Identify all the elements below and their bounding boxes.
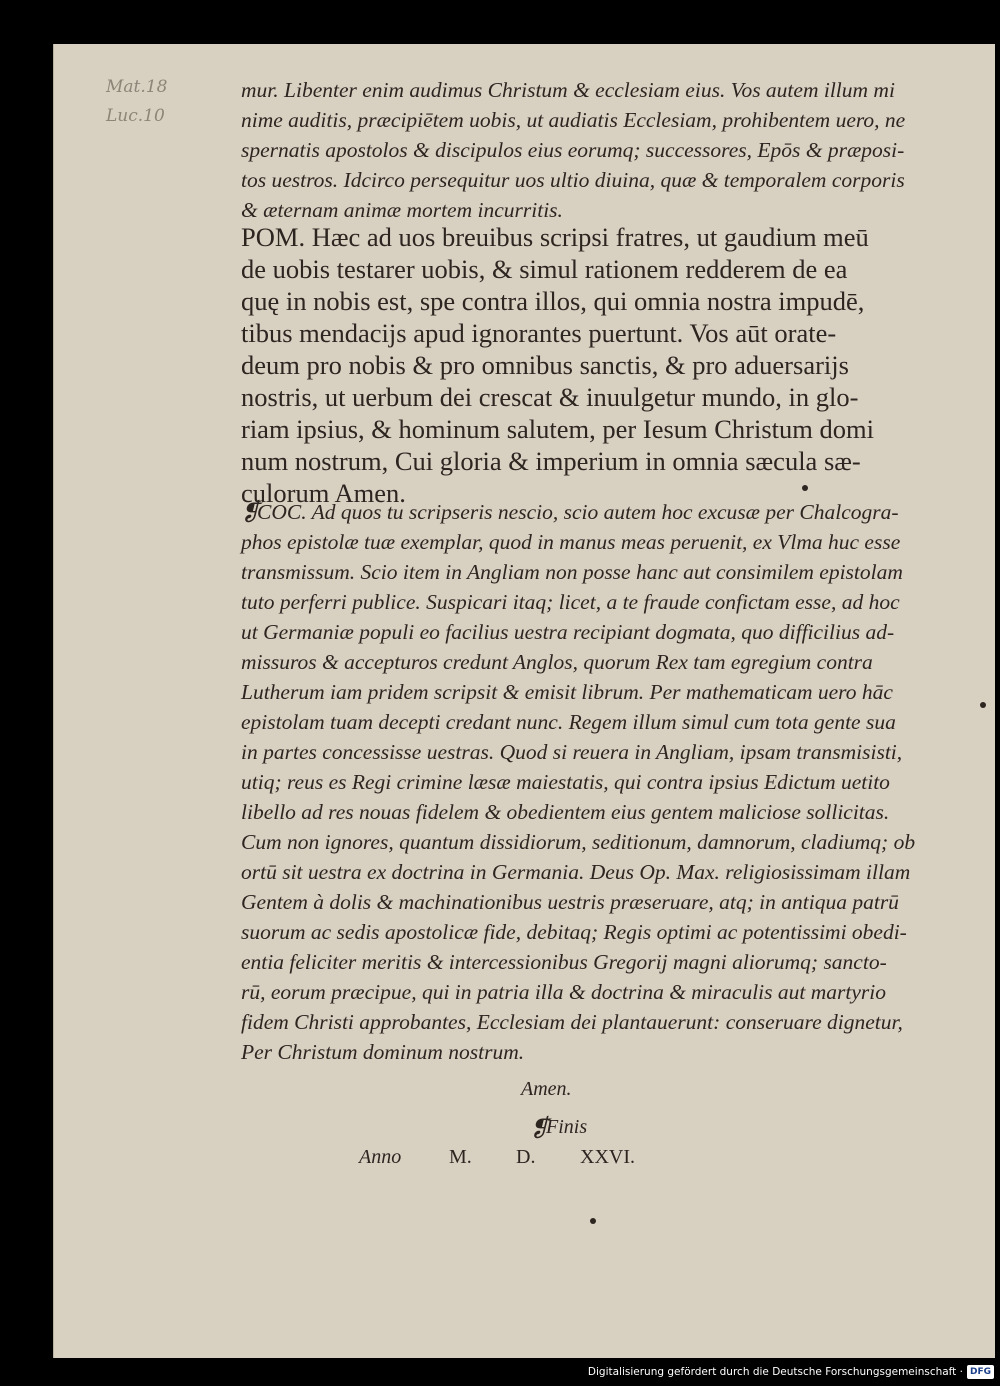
book-page bbox=[53, 44, 995, 1358]
roman-line: de uobis testarer uobis, & simul rationem redderem de ea bbox=[241, 254, 848, 284]
finis-line: Finis bbox=[546, 1116, 588, 1138]
italic-line: tuto perferri publice. Suspicari itaq; licet, a te fraude confictam esse, ad hoc bbox=[241, 590, 900, 614]
roman-line: quę in nobis est, spe contra illos, qui omnia nostra impudē, bbox=[241, 286, 865, 316]
italic-line: ortū sit uestra ex doctrina in Germania. Deus Op. Max. religiosissimam illam bbox=[241, 860, 911, 884]
italic-line: Cum non ignores, quantum dissidiorum, seditionum, damnorum, cladiumq; ob bbox=[241, 830, 916, 854]
dfg-logo: DFG bbox=[967, 1365, 994, 1379]
colophon-m: M. bbox=[449, 1146, 472, 1168]
margin-note-luc: Luc.10 bbox=[106, 106, 165, 126]
italic-line: Gentem à dolis & machinationibus uestris præseruare, atq; in antiqua patrū bbox=[241, 890, 899, 914]
margin-note-mat: Mat.18 bbox=[106, 77, 168, 97]
pilcrow-mark: ❡ bbox=[240, 500, 261, 526]
italic-line: Per Christum dominum nostrum. bbox=[241, 1040, 525, 1064]
italic-line: mur. Libenter enim audimus Christum & ecclesiam eius. Vos autem illum mi bbox=[241, 78, 895, 102]
roman-line: POM. Hæc ad uos breuibus scripsi fratres, ut gaudium meū bbox=[241, 222, 869, 252]
colophon-year: XXVI. bbox=[580, 1146, 635, 1168]
roman-line: num nostrum, Cui gloria & imperium in omnia sæcula sæ- bbox=[241, 446, 861, 476]
footer-credit: Digitalisierung gefördert durch die Deutsche Forschungsgemeinschaft · bbox=[587, 1366, 963, 1378]
roman-line: nostris, ut uerbum dei crescat & inuulgetur mundo, in glo- bbox=[241, 382, 859, 412]
digitization-footer bbox=[588, 1363, 994, 1381]
italic-line: epistolam tuam decepti credant nunc. Regem illum simul cum tota gente sua bbox=[241, 710, 896, 734]
italic-line: & æternam animæ mortem incurritis. bbox=[241, 198, 563, 222]
ink-dot bbox=[802, 485, 808, 491]
italic-line: missuros & accepturos credunt Anglos, quorum Rex tam egregium contra bbox=[241, 650, 873, 674]
colophon-d: D. bbox=[516, 1146, 536, 1168]
amen-line: Amen. bbox=[521, 1078, 572, 1100]
italic-line: in partes concessisse uestras. Quod si reuera in Angliam, ipsam transmisisti, bbox=[241, 740, 903, 764]
italic-line: phos epistolæ tuæ exemplar, quod in manus meas peruenit, ex Vlma huc esse bbox=[241, 530, 901, 554]
pilcrow-mark: ❡ bbox=[529, 1116, 550, 1142]
italic-line: entia feliciter meritis & intercessionibus Gregorij magni aliorumq; sancto- bbox=[241, 950, 887, 974]
roman-line: riam ipsius, & hominum salutem, per Iesum Christum domi bbox=[241, 414, 875, 444]
roman-line: culorum Amen. bbox=[241, 478, 406, 508]
italic-line: rū, eorum præcipue, qui in patria illa & doctrina & miraculis aut martyrio bbox=[241, 980, 886, 1004]
italic-line: spernatis apostolos & discipulos eius eorumq; successores, Epōs & præposi- bbox=[241, 138, 905, 162]
italic-line: suorum ac sedis apostolicæ fide, debitaq; Regis optimi ac potentissimi obedi- bbox=[241, 920, 907, 944]
roman-line: tibus mendacijs apud ignorantes puertunt. Vos aūt orate- bbox=[241, 318, 837, 348]
italic-line: ut Germaniæ populi eo facilius uestra recipiant dogmata, quo difficilius ad- bbox=[241, 620, 895, 644]
colophon-anno: Anno bbox=[359, 1146, 402, 1168]
ink-dot bbox=[590, 1218, 596, 1224]
italic-line: transmissum. Scio item in Angliam non posse hanc aut consimilem epistolam bbox=[241, 560, 903, 584]
italic-line: tos uestros. Idcirco persequitur uos ultio diuina, quæ & temporalem corporis bbox=[241, 168, 905, 192]
italic-line: libello ad res nouas fidelem & obedientem eius gentem maliciose sollicitas. bbox=[241, 800, 890, 824]
italic-line: fidem Christi approbantes, Ecclesiam dei plantauerunt: conseruare dignetur, bbox=[241, 1010, 903, 1034]
italic-line: Lutherum iam pridem scripsit & emisit librum. Per mathematicam uero hāc bbox=[241, 680, 893, 704]
italic-line: utiq; reus es Regi crimine læsæ maiestatis, qui contra ipsius Edictum uetito bbox=[241, 770, 890, 794]
italic-line: COC. Ad quos tu scripseris nescio, scio autem hoc excusæ per Chalcogra- bbox=[257, 500, 899, 524]
roman-line: deum pro nobis & pro omnibus sanctis, & pro aduersarijs bbox=[241, 350, 849, 380]
italic-line: nime auditis, præcipiētem uobis, ut audiatis Ecclesiam, prohibentem uero, ne bbox=[241, 108, 906, 132]
ink-dot bbox=[980, 702, 986, 708]
